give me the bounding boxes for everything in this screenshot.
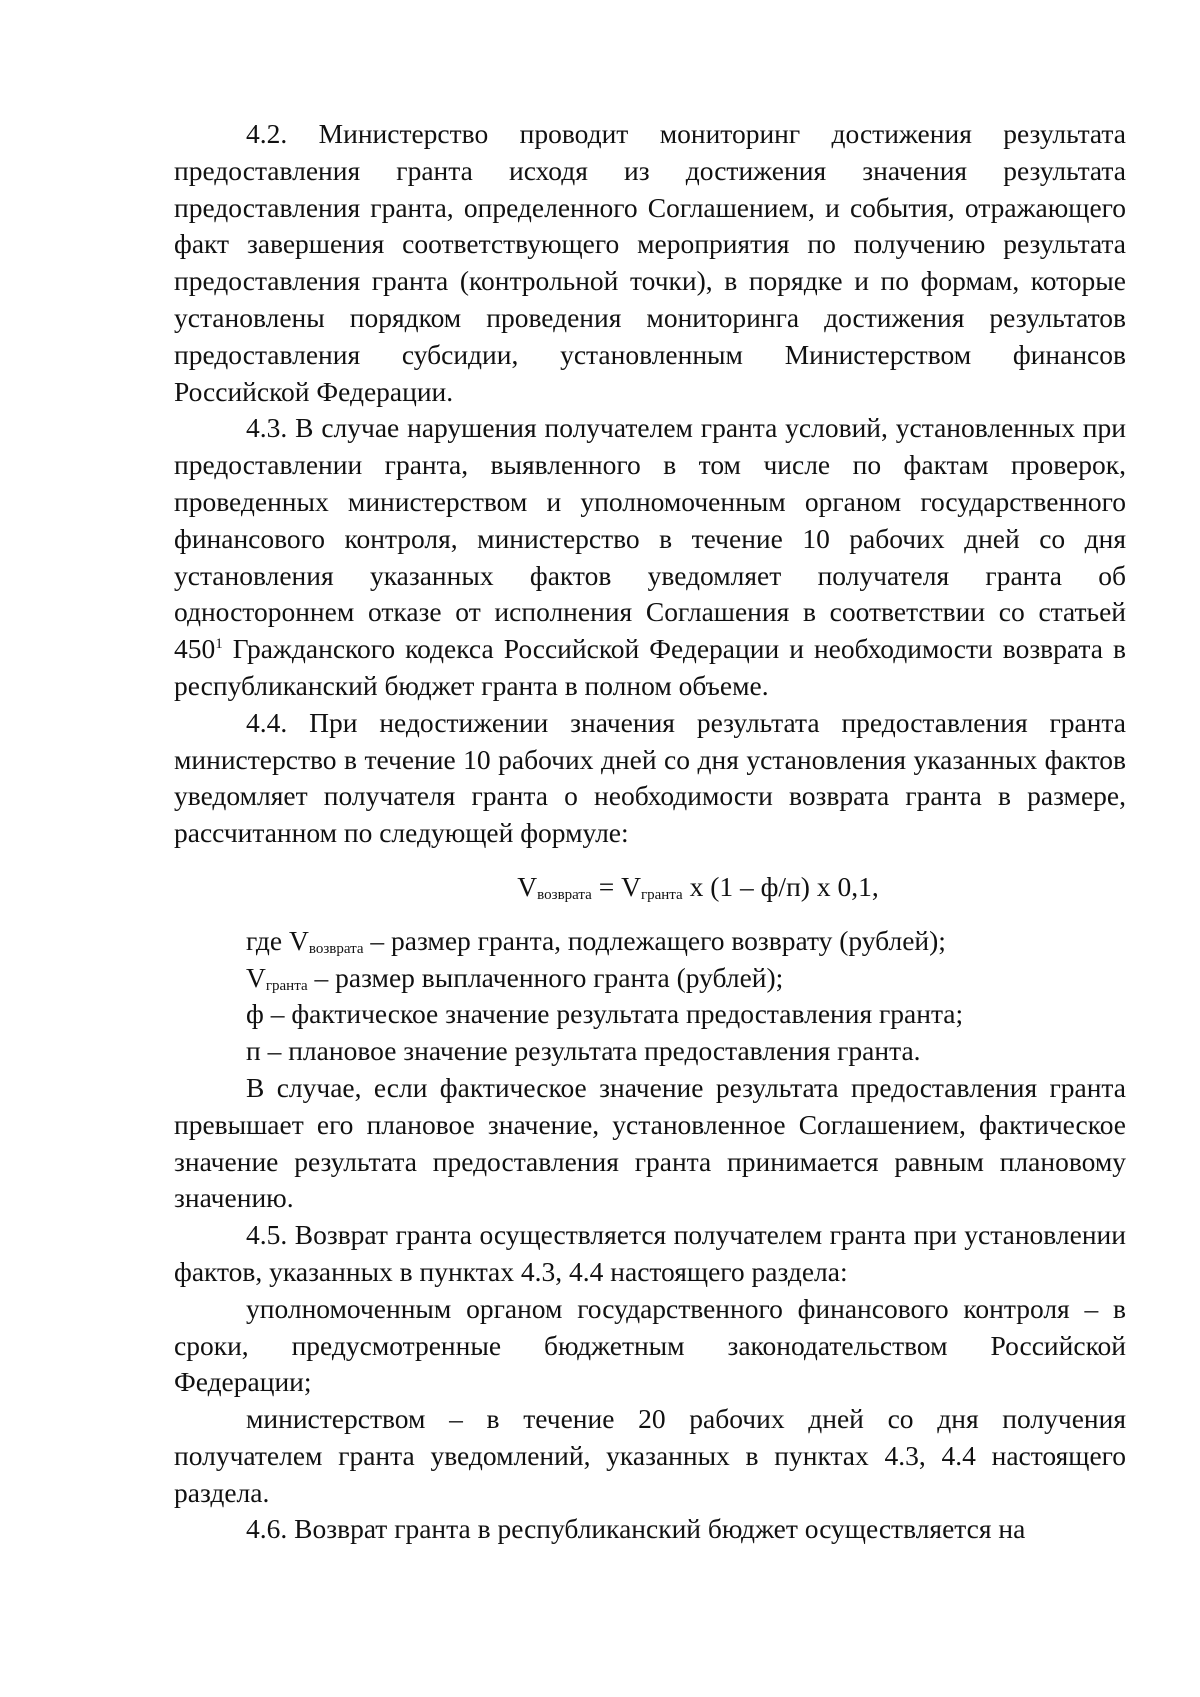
paragraph-4-5-ministry: министерством – в течение 20 рабочих дней со дня получения получателем гранта уведомлений, указанных в пунктах 4.3, 4.4 настоящего раздела. — [174, 1403, 1126, 1508]
paragraph-4-5: 4.5. Возврат гранта осуществляется получателем гранта при установлении фактов, указанных в пунктах 4.3, 4.4 настоящего раздела: — [174, 1219, 1126, 1287]
definition-v-grant — [174, 960, 1126, 997]
formula-lhs-symbol: V — [517, 870, 538, 902]
formula-rhs-rest: х (1 – ф/п) х 0,1, — [682, 870, 879, 902]
superscript-article-number: 1 — [215, 636, 223, 653]
definition-planned-value: п – плановое значение результата предоставления гранта. — [246, 1035, 921, 1067]
paragraph-excess-case: В случае, если фактическое значение результата предоставления гранта превышает его плановое значение, установленное Соглашением, фактическое значение результата предоставления гранта принимается равным плановому значению. — [174, 1071, 1126, 1214]
formula-lhs-subscript: возврата — [537, 886, 592, 903]
document-body — [174, 116, 1126, 1548]
definition-actual-value: ф – фактическое значение результата предоставления гранта; — [246, 998, 964, 1030]
return-formula — [174, 869, 1126, 906]
paragraph-4-3-text-start: 4.3. В случае нарушения получателем гранта условий, установленных при предоставлении гранта, выявленного в том числе по фактам проверок, проведенных министерством и уполномоченным органом государственного финансового контроля, министерство в течение 10 рабочих дней со дня установления указанных фактов уведомляет получателя гранта об одностороннем отказе от исполнения Соглашения в соответствии со статьей 450 — [174, 412, 1126, 665]
formula-equals: = — [591, 870, 622, 902]
definition-v-return-text: – размер гранта, подлежащего возврату (рублей); — [363, 924, 946, 956]
definition-v-return-subscript: возврата — [308, 940, 364, 957]
paragraph-4-3-text-end: Гражданского кодекса Российской Федерации и необходимости возврата в республиканский бюджет гранта в полном объеме. — [174, 633, 1126, 701]
paragraph-4-5-control-body: уполномоченным органом государственного финансового контроля – в сроки, предусмотренные бюджетным законодательством Российской Федерации; — [174, 1292, 1126, 1398]
formula-rhs-subscript: гранта — [640, 886, 683, 903]
definition-v-return — [174, 923, 1126, 960]
definition-v-grant-text: – размер выплаченного гранта (рублей); — [307, 961, 784, 993]
paragraph-4-2: 4.2. Министерство проводит мониторинг достижения результата предоставления гранта исходя из достижения значения результата предоставления гранта, определенного Соглашением, и события, отражающего факт завершения соответствующего мероприятия по получению результата предоставления гранта (контрольной точки), в порядке и по формам, которые установлены порядком проведения мониторинга достижения результатов предоставления субсидии, установленным Министерством финансов Российской Федерации. — [174, 118, 1126, 407]
paragraph-4-6: 4.6. Возврат гранта в республиканский бюджет осуществляется на — [246, 1513, 1026, 1545]
paragraph-4-4: 4.4. При недостижении значения результата предоставления гранта министерство в течение 10 рабочих дней со дня установления указанных фактов уведомляет получателя гранта о необходимости возврата гранта в размере, рассчитанном по следующей формуле: — [174, 706, 1126, 849]
definition-v-grant-prefix: V — [246, 961, 266, 993]
definition-v-return-prefix: где V — [246, 924, 309, 956]
definition-v-grant-subscript: гранта — [265, 977, 308, 994]
formula-rhs-symbol: V — [621, 870, 641, 902]
paragraph-4-3 — [174, 410, 1126, 704]
